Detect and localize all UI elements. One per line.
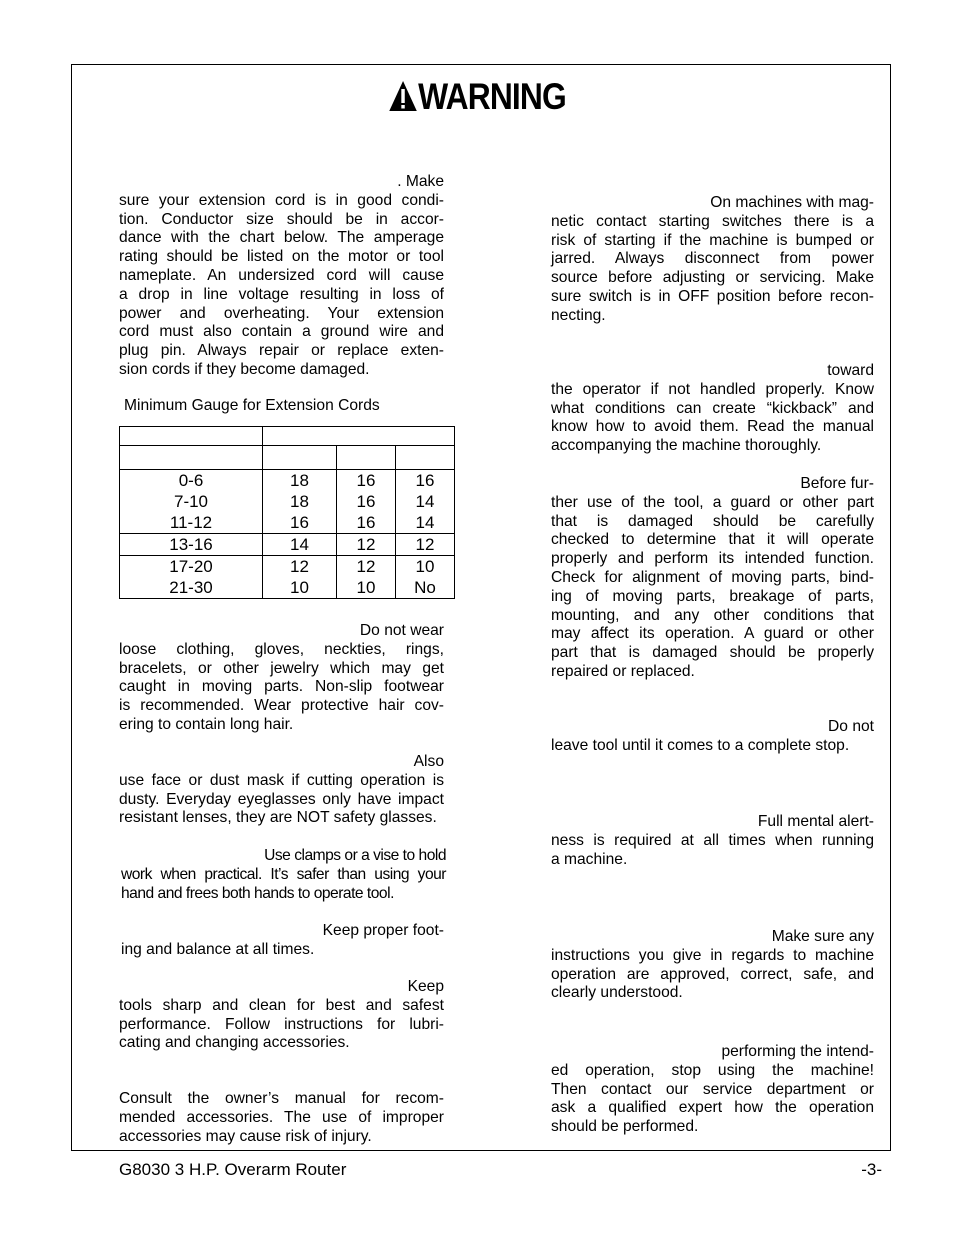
text-line: properly and perform its intended function. <box>551 550 874 568</box>
text-line: plug pin. Always repair or replace exten- <box>119 342 444 360</box>
table-cell: 10 <box>337 577 396 599</box>
table-header-cell <box>263 446 337 470</box>
text-line: performing the intend- <box>721 1043 874 1060</box>
text-line: may affect its operation. A guard or other <box>551 625 874 643</box>
table-row <box>120 491 455 512</box>
extension-cord-paragraph <box>119 173 444 380</box>
table-row <box>120 556 455 578</box>
text-line: ther use of the tool, a guard or other part <box>551 493 874 511</box>
table-cell: 16 <box>396 470 455 492</box>
text-line: On machines with mag- <box>710 194 874 211</box>
table-header-cell <box>120 446 263 470</box>
instructions-paragraph <box>551 928 874 1003</box>
table-cell: No <box>396 577 455 599</box>
footing-paragraph <box>121 922 444 960</box>
text-line: ed operation, stop using the machine! <box>551 1061 874 1079</box>
damaged-parts-paragraph <box>551 475 874 682</box>
text-line: netic contact starting switches there is a <box>551 212 874 230</box>
table-cell: 12 <box>396 534 455 556</box>
text-line: Then contact our service department or <box>551 1080 874 1098</box>
text-line: work when practical. It’s safer than using your <box>121 865 446 883</box>
table-cell: 14 <box>263 534 337 556</box>
text-line: leave tool until it comes to a complete stop. <box>551 736 850 754</box>
text-line: tools sharp and clean for best and safest <box>119 996 444 1014</box>
text-line: checked to determine that it will operate <box>551 531 874 549</box>
text-line: sion cords if they become damaged. <box>119 360 370 378</box>
maintenance-paragraph <box>119 978 444 1053</box>
table-cell: 12 <box>337 534 396 556</box>
text-line: should be performed. <box>551 1118 699 1136</box>
table-row <box>120 577 455 599</box>
page-number: -3- <box>861 1160 882 1179</box>
text-line: resistant lenses, they are NOT safety glasses. <box>119 809 437 827</box>
table-cell: 0-6 <box>120 470 263 492</box>
text-line: mounting, and any other conditions that <box>551 606 874 624</box>
warning-title: WARNING <box>67 75 887 119</box>
text-line: sure your extension cord is in good condi- <box>119 191 444 209</box>
alertness-paragraph <box>551 813 874 869</box>
text-line: nameplate. An undersized cord will cause <box>119 266 444 284</box>
text-line: Do not wear <box>359 622 444 639</box>
text-line: a machine. <box>551 850 628 868</box>
text-line: mended accessories. The use of improper <box>119 1108 444 1126</box>
warning-triangle-icon <box>388 80 417 112</box>
text-line: Keep proper foot- <box>322 922 444 939</box>
table-header-cell <box>263 427 455 446</box>
table-cell: 16 <box>337 470 396 492</box>
text-line: ing of moving parts, breakage of parts, <box>551 587 874 605</box>
text-line: use face or dust mask if cutting operation is <box>119 771 444 789</box>
text-line: that is damaged should be carefully <box>551 512 874 530</box>
text-line: tion. Conductor size should be in accor- <box>119 210 444 228</box>
text-line: toward <box>827 362 874 379</box>
text-line: cating and changing accessories. <box>119 1034 350 1052</box>
table-caption: Minimum Gauge for Extension Cords <box>124 397 380 414</box>
text-line: operation are approved, correct, safe, and <box>551 965 874 983</box>
table-cell: 16 <box>263 512 337 534</box>
text-line: performance. Follow instructions for lubri- <box>119 1015 444 1033</box>
table-header-cell <box>396 446 455 470</box>
text-line: . Make <box>397 173 444 190</box>
table-cell: 10 <box>263 577 337 599</box>
text-line: accompanying the machine thoroughly. <box>551 437 822 455</box>
text-line: part that is damaged should be properly <box>551 644 874 662</box>
complete-stop-paragraph <box>551 718 874 756</box>
text-line: rating should be listed on the motor or tool <box>119 248 444 266</box>
text-line: Consult the owner’s manual for recom- <box>119 1090 444 1107</box>
text-line: sure switch is in OFF position before recon- <box>551 287 874 305</box>
kickback-paragraph <box>551 362 874 456</box>
text-line: dusty. Everyday eyeglasses only have impact <box>119 790 444 808</box>
eye-protection-paragraph <box>119 753 444 828</box>
text-line: jarred. Always disconnect from power <box>551 250 874 268</box>
text-line: a drop in line voltage resulting in loss of <box>119 285 444 303</box>
text-line: the operator if not handled properly. Know <box>551 380 874 398</box>
text-line: ask a qualified expert how the operation <box>551 1099 874 1117</box>
text-line: ing and balance at all times. <box>121 940 315 958</box>
text-line: necting. <box>551 306 606 324</box>
text-line: ness is required at all times when running <box>551 831 874 849</box>
table-cell: 16 <box>337 491 396 512</box>
text-line: ering to contain long hair. <box>119 715 294 733</box>
table-row <box>120 534 455 556</box>
text-line: caught in moving parts. Non-slip footwear <box>119 678 444 696</box>
table-cell: 18 <box>263 491 337 512</box>
text-line: Check for alignment of moving parts, bind- <box>551 568 874 586</box>
table-cell: 12 <box>337 556 396 578</box>
text-line: Also <box>413 753 444 770</box>
text-line: dance with the chart below. The amperage <box>119 229 444 247</box>
table-cell: 10 <box>396 556 455 578</box>
text-line: cord must also contain a ground wire and <box>119 323 444 341</box>
table-cell: 17-20 <box>120 556 263 578</box>
table-header-cell <box>120 427 263 446</box>
clamps-paragraph <box>121 847 446 903</box>
text-line: Before fur- <box>800 475 874 492</box>
table-cell: 13-16 <box>120 534 263 556</box>
text-line: Make sure any <box>771 928 874 945</box>
text-line: is recommended. Wear protective hair cov- <box>119 697 444 715</box>
table-cell: 11-12 <box>120 512 263 534</box>
text-line: Use clamps or a vise to hold <box>264 847 446 864</box>
text-line: power and overheating. Your extension <box>119 304 444 322</box>
text-line: what conditions can create “kickback” and <box>551 399 874 417</box>
table-header-cell <box>337 446 396 470</box>
table-cell: 14 <box>396 491 455 512</box>
text-line: accessories may cause risk of injury. <box>119 1127 372 1145</box>
text-line: know how to avoid them. Read the manual <box>551 418 874 436</box>
table-cell: 7-10 <box>120 491 263 512</box>
table-cell: 14 <box>396 512 455 534</box>
table-row <box>120 470 455 492</box>
table-cell: 18 <box>263 470 337 492</box>
unsure-operation-paragraph <box>551 1043 874 1137</box>
table-cell: 21-30 <box>120 577 263 599</box>
text-line: bracelets, or other jewelry which may get <box>119 659 444 677</box>
table-row <box>120 512 455 534</box>
text-line: risk of starting if the machine is bumped or <box>551 231 874 249</box>
clothing-paragraph <box>119 622 444 735</box>
text-line: Do not <box>828 718 874 735</box>
text-line: source before adjusting or servicing. Make <box>551 269 874 287</box>
text-line: instructions you give in regards to machine <box>551 946 874 964</box>
text-line: hand and frees both hands to operate tool. <box>121 884 394 902</box>
text-line: repaired or replaced. <box>551 662 695 680</box>
table-cell: 12 <box>263 556 337 578</box>
text-line: Keep <box>407 978 444 995</box>
accessories-paragraph <box>119 1090 444 1146</box>
table-cell: 16 <box>337 512 396 534</box>
text-line: clearly understood. <box>551 984 683 1002</box>
text-line: Full mental alert- <box>757 813 874 830</box>
text-line: loose clothing, gloves, neckties, rings, <box>119 640 444 658</box>
magnetic-switch-paragraph <box>551 194 874 326</box>
footer-title: G8030 3 H.P. Overarm Router <box>119 1160 347 1179</box>
gauge-table <box>119 426 455 599</box>
